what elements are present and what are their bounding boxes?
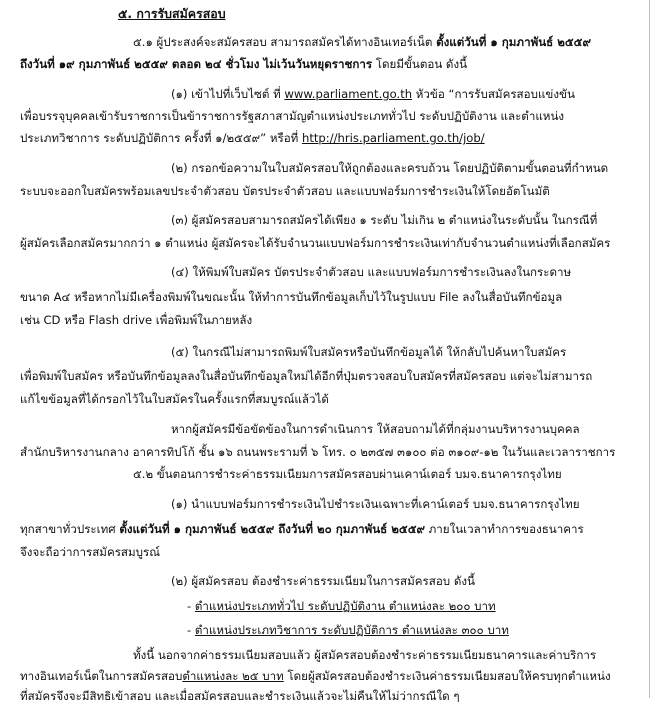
- final-line2: [20, 666, 611, 686]
- step1-text: (๑) เข้าไปที่เว็บไซต์ ที่: [171, 87, 285, 101]
- fee-academic-dash: -: [187, 623, 195, 637]
- p51-date-start: ตั้งแต่วันที่ ๑ กุมภาพันธ์ ๒๕๕๙: [436, 35, 591, 49]
- step3-line2: ผู้สมัครเลือกสมัครมากกว่า ๑ ตำแหน่ง ผู้สมัครจะได้รับจำนวนแบบฟอร์มการชำระเงินเท่ากับจำนวนตำแหน่งที่เลือกสมัคร: [20, 236, 611, 250]
- final-fee: ตำแหน่งละ ๒๕ บาท: [182, 669, 284, 683]
- p52-heading: ๕.๒ ขั้นตอนการชำระค่าธรรมเนียมการสมัครสอบผ่านเคาน์เตอร์ บมจ.ธนาคารกรุงไทย: [133, 467, 562, 481]
- step2-line1: (๒) กรอกข้อความในใบสมัครสอบให้ถูกต้องและครบถ้วน โดยปฏิบัติตามขั้นตอนที่กำหนด: [171, 161, 609, 175]
- p51-date-end: ถึงวันที่ ๑๙ กุมภาพันธ์ ๒๕๕๙ ตลอด ๒๔ ชั่วโมง ไม่เว้นวันหยุดราชการ: [20, 57, 373, 71]
- step5-line1: (๕) ในกรณีไม่สามารถพิมพ์ใบสมัครหรือบันทึกข้อมูลได้ ให้กลับไปค้นหาใบสมัคร: [171, 345, 567, 359]
- hris-link[interactable]: http://hris.parliament.go.th/job/: [301, 131, 485, 145]
- p51-steps: โดยมีขั้นตอน ดังนี้: [372, 57, 468, 71]
- p51-text: ๕.๑ ผู้ประสงค์จะสมัครสอบ สามารถสมัครได้ทางอินเทอร์เน็ต: [133, 35, 437, 49]
- step1-line2: เพื่อบรรจุบุคคลเข้ารับราชการเป็นข้าราชการรัฐสภาสามัญตำแหน่งประเภททั่วไป ระดับปฏิบัติงาน และตำแหน่ง: [20, 109, 565, 123]
- final-line1: ทั้งนี้ นอกจากค่าธรรมเนียมสอบแล้ว ผู้สมัครสอบต้องชำระค่าธรรมเนียมธนาคารและค่าบริการ: [133, 648, 597, 662]
- final-text-c: โดยผู้สมัครสอบต้องชำระเงินค่าธรรมเนียมสอบให้ครบทุกตำแหน่ง: [283, 669, 611, 683]
- step1-line3: [20, 128, 485, 148]
- step3-line1: (๓) ผู้สมัครสอบสามารถสมัครได้เพียง ๑ ระดับ ไม่เกิน ๒ ตำแหน่งในระดับนั้น ในกรณีที่: [171, 213, 598, 227]
- pay1-line1: (๑) นำแบบฟอร์มการชำระเงินไปชำระเงินเฉพาะที่เคาน์เตอร์ บมจ.ธนาคารกรุงไทย: [171, 497, 580, 511]
- step1-topic: หัวข้อ “การรับสมัครสอบแข่งขัน: [412, 87, 575, 101]
- p51-line2: [20, 54, 467, 74]
- contact-line1: หากผู้สมัครมีข้อขัดข้องในการดำเนินการ ให้สอบถามได้ที่กลุ่มงานบริหารงานบุคคล: [171, 422, 580, 436]
- fee-general-text: ตำแหน่งประเภททั่วไป ระดับปฏิบัติงาน ตำแหน่งละ ๒๐๐ บาท: [194, 599, 496, 613]
- pay1-hours: ภายในเวลาทำการของธนาคาร: [424, 522, 584, 536]
- pay1-dates: ตั้งแต่วันที่ ๑ กุมภาพันธ์ ๒๕๕๙ ถึงวันที่ ๒๐ กุมภาพันธ์ ๒๕๕๙: [119, 522, 425, 536]
- parliament-link[interactable]: www.parliament.go.th: [284, 87, 413, 101]
- section-heading: ๕. การรับสมัครสอบ: [118, 6, 226, 21]
- step5-line3: แก้ไขข้อมูลที่ได้กรอกไว้ในใบสมัครในครั้งแรกที่สมบูรณ์แล้วได้: [20, 392, 329, 406]
- fee-academic-text: ตำแหน่งประเภทวิชาการ ระดับปฏิบัติการ ตำแหน่งละ ๓๐๐ บาท: [194, 623, 509, 637]
- step1-line1: [171, 84, 575, 104]
- fee-general-dash: -: [187, 599, 195, 613]
- p51-line1: [133, 32, 591, 52]
- step4-line1: (๔) ให้พิมพ์ใบสมัคร บัตรประจำตัวสอบ และแบบฟอร์มการชำระเงินลงในกระดาษ: [171, 265, 572, 279]
- final-text-a: ทางอินเทอร์เน็ตในการสมัครสอบ: [20, 669, 183, 683]
- pay1-line2: [20, 519, 584, 539]
- step4-line3: เช่น CD หรือ Flash drive เพื่อพิมพ์ในภายหลัง: [20, 313, 253, 327]
- step2-line2: ระบบจะออกใบสมัครพร้อมเลขประจำตัวสอบ บัตรประจำตัวสอบ และแบบฟอร์มการชำระเงินให้โดยอัตโนมัติ: [20, 184, 550, 198]
- pay1-branches: ทุกสาขาทั่วประเทศ: [20, 522, 120, 536]
- pay2-line1: (๒) ผู้สมัครสอบ ต้องชำระค่าธรรมเนียมในการสมัครสอบ ดังนี้: [171, 574, 475, 588]
- final-line3: ที่สมัครจึงจะมีสิทธิเข้าสอบ และเมื่อสมัครสอบและชำระเงินแล้วจะไม่คืนให้ไม่ว่ากรณีใด ๆ: [20, 689, 460, 703]
- fee-academic: [187, 620, 509, 640]
- step1-ref: ประเภทวิชาการ ระดับปฏิบัติการ ครั้งที่ ๑/๒๕๕๙” หรือที่: [20, 131, 302, 145]
- fee-general: [187, 596, 496, 616]
- contact-line2: สำนักบริหารงานกลาง อาคารทิปโก้ ชั้น ๑๖ ถนนพระรามที่ ๖ โทร. ๐ ๒๓๕๗ ๓๑๐๐ ต่อ ๓๑๐๙-๑๒ ในวันและเวลาราชการ: [20, 445, 616, 459]
- step4-line2: ขนาด A๔ หรือหากไม่มีเครื่องพิมพ์ในขณะนั้น ให้ทำการบันทึกข้อมูลเก็บไว้ในรูปแบบ File ลงในสื่อบันทึกข้อมูล: [20, 290, 563, 304]
- pay1-line3: จึงจะถือว่าการสมัครสมบูรณ์: [20, 545, 160, 559]
- step5-line2: เพื่อพิมพ์ใบสมัคร หรือบันทึกข้อมูลลงในสื่อบันทึกข้อมูลใหม่ได้อีกที่ปุ่มตรวจสอบใบสมัครที่สมัครสอบ แต่จะไม่สามารถ: [20, 369, 593, 383]
